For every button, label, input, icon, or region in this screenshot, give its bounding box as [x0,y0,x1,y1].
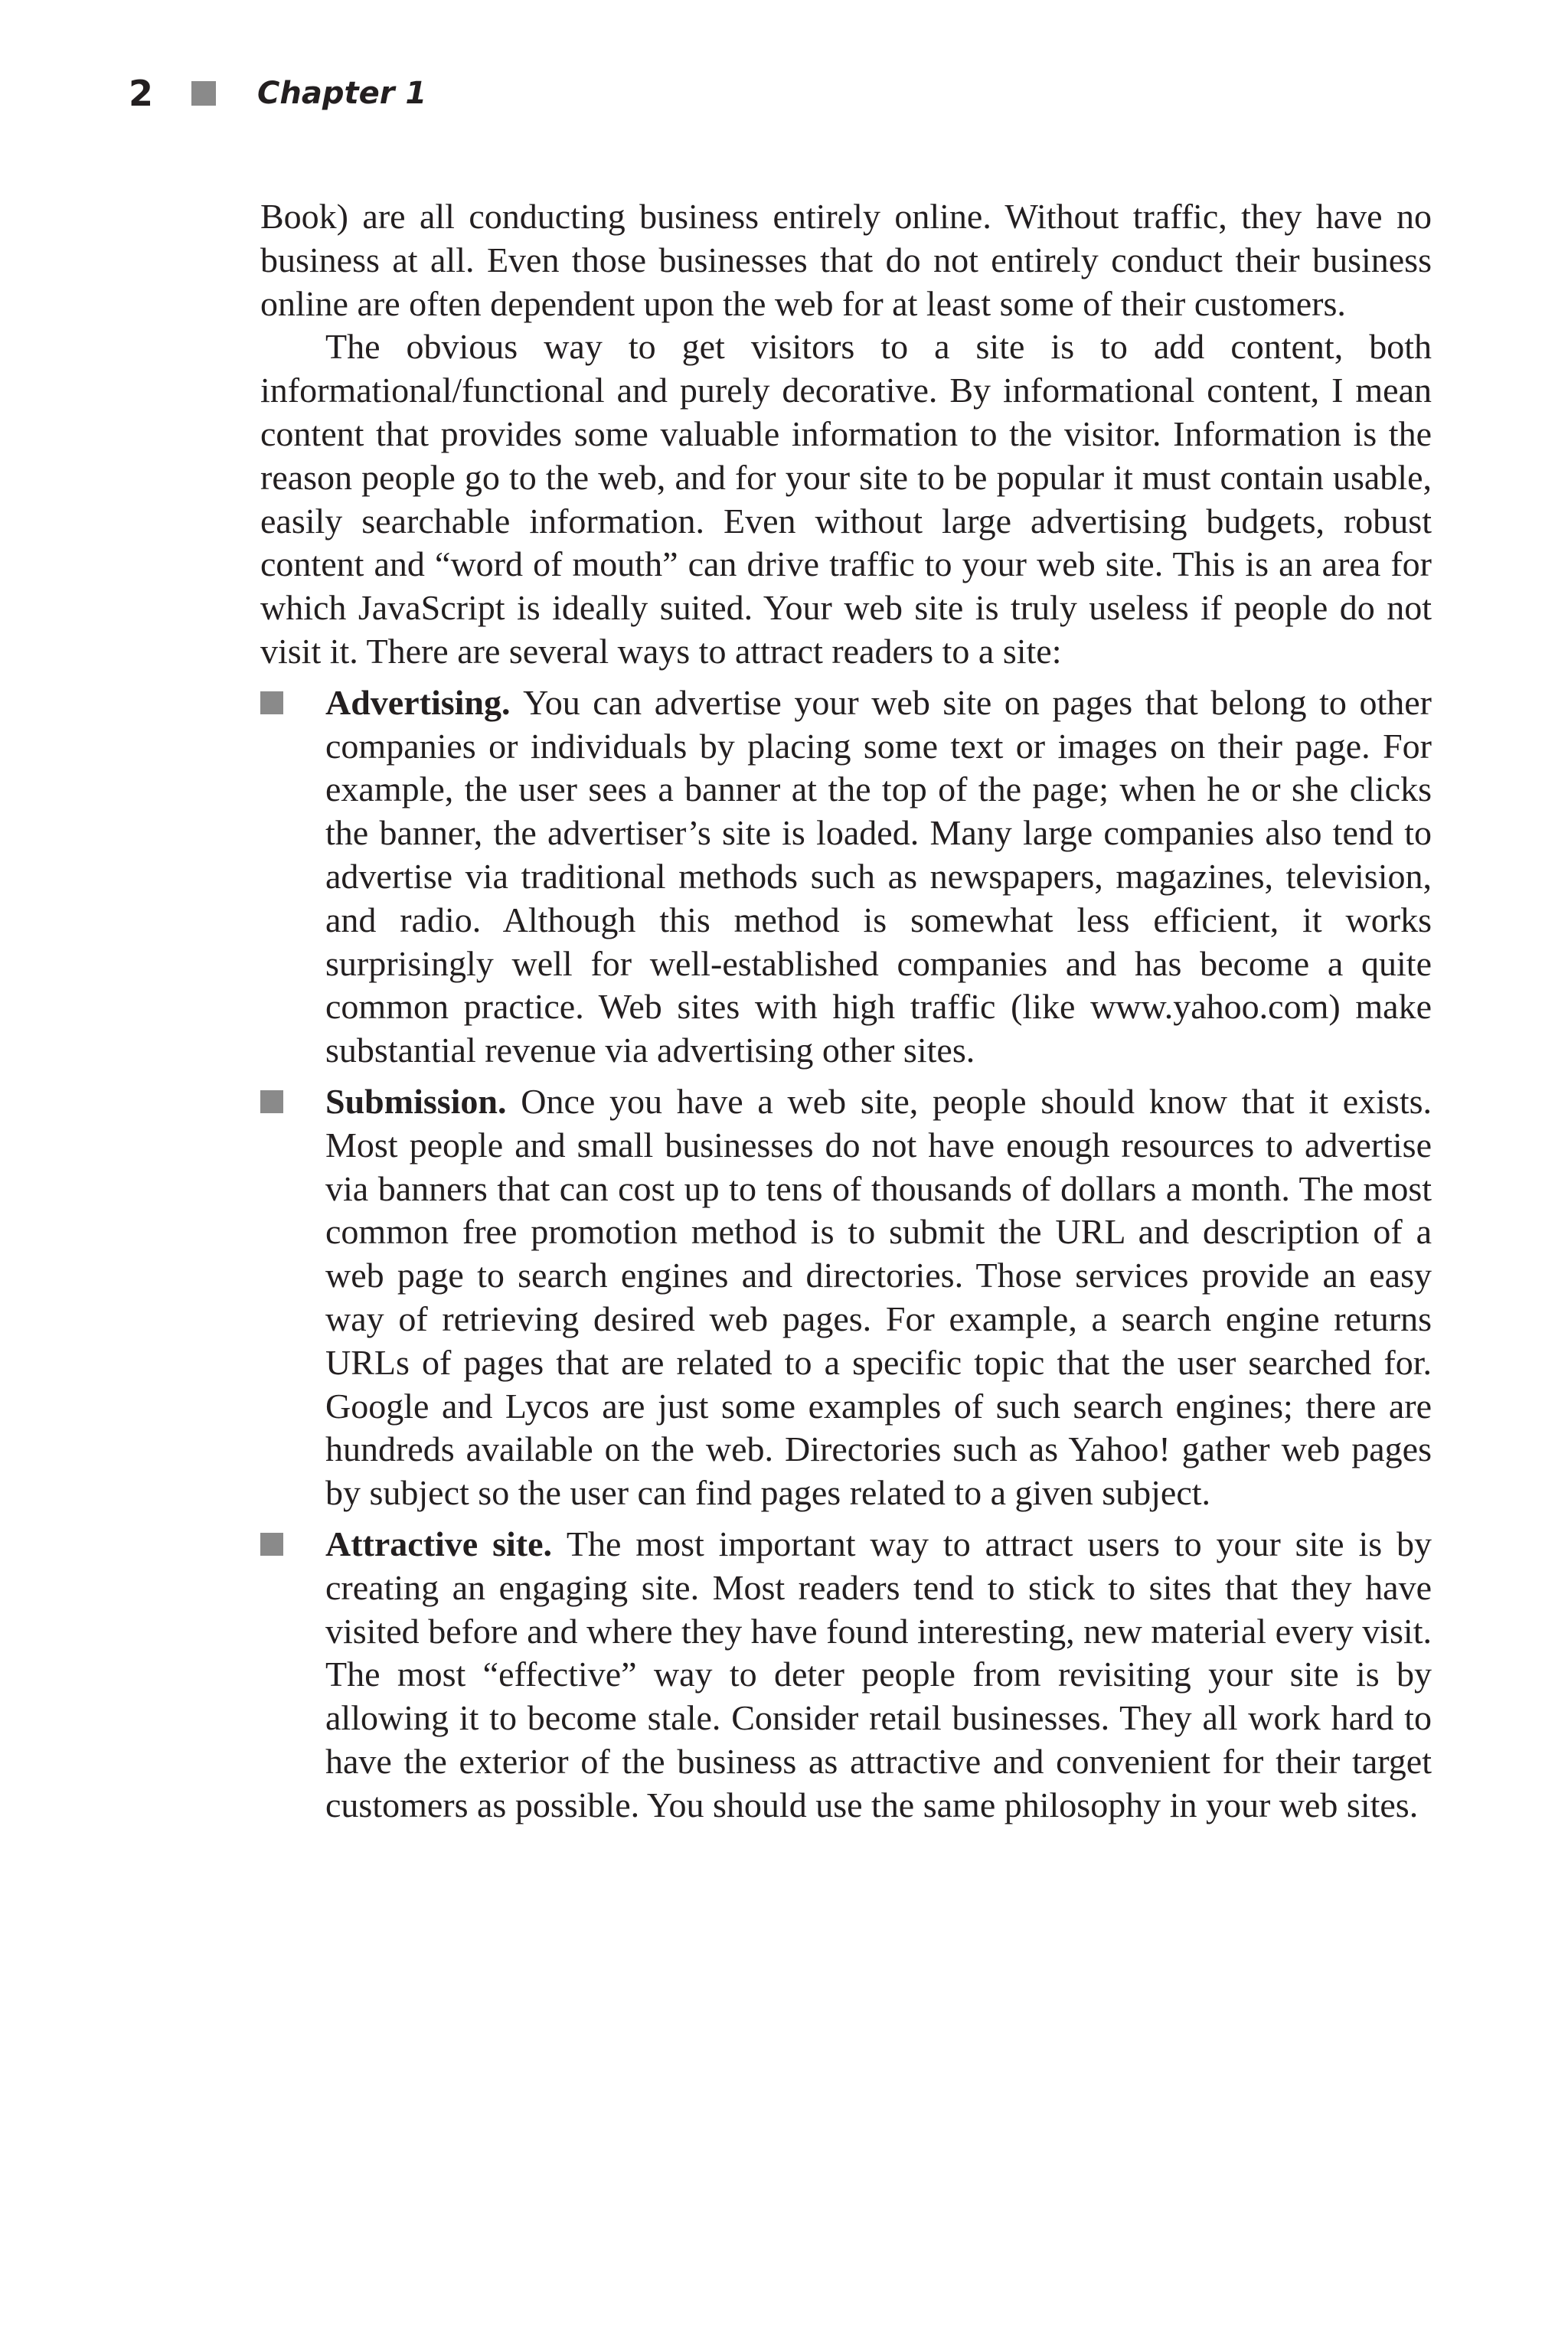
square-bullet-icon [260,1090,283,1113]
page-number: 2 [129,73,154,114]
intro-paragraph: The obvious way to get visitors to a site is to add content, both informational/functional and purely decorative. By informational content, I mean content that provides some valuable information to the visitor. Information is the reason people go to the web, and for your site to be popular it must contain usable, easily searchable information. Even without large advertising budgets, robust content and “word of mouth” can drive traffic to your web site. This is an area for which JavaScript is ideally suited. Your web site is truly useless if people do not visit it. There are several ways to attract readers to a site: [260,327,1432,671]
square-bullet-icon [260,691,283,714]
bullet-term: Attractive site. [325,1524,567,1563]
continuation-paragraph: Book) are all conducting business entirely online. Without traffic, they have no business at all. Even those businesses that do not entirely conduct their business online are often dependent upon the web for at least some of their customers. [260,197,1432,323]
list-item [260,1080,1432,1515]
bullet-list [260,681,1432,1828]
list-item [260,681,1432,1073]
square-bullet-icon [191,81,216,106]
body-text [260,195,1432,1834]
running-head [129,70,426,116]
bullet-text: You can advertise your web site on pages that belong to other companies or individuals by placing some text or images on their page. For example, the user sees a banner at the top of the page; when he or she clicks the banner, the advertiser’s site is loaded. Many large companies also tend to advertise via traditional methods such as newspapers, magazines, television, and radio. Although this method is somewhat less efficient, it works surprisingly well for well-established companies and has become a quite common practice. Web sites with high traffic (like www.yahoo.com) make substantial revenue via advertising other sites. [325,682,1432,1070]
bullet-text: The most important way to attract users to your site is by creating an engaging site. Most readers tend to stick to sites that they have visited before and where they have found interesting, new material every visit. The most “effective” way to deter people from revisiting your site is by allowing it to become stale. Consider retail businesses. They all work hard to have the exterior of the business as attractive and convenient for their target customers as possible. You should use the same philosophy in your web sites. [325,1524,1432,1824]
list-item [260,1523,1432,1828]
chapter-label: Chapter 1 [257,76,427,111]
bullet-text: Once you have a web site, people should know that it exists. Most people and small businesses do not have enough resources to advertise via banners that can cost up to tens of thousands of dollars a month. The most common free promotion method is to submit the URL and description of a web page to search engines and directories. Those services provide an easy way of retrieving desired web pages. For example, a search engine returns URLs of pages that are related to a specific topic that the user searched for. Google and Lycos are just some examples of such search engines; there are hundreds available on the web. Directories such as Yahoo! gather web pages by subject so the user can find pages related to a given subject. [325,1081,1432,1513]
bullet-term: Advertising. [325,682,524,722]
square-bullet-icon [260,1533,283,1556]
bullet-term: Submission. [325,1081,521,1121]
